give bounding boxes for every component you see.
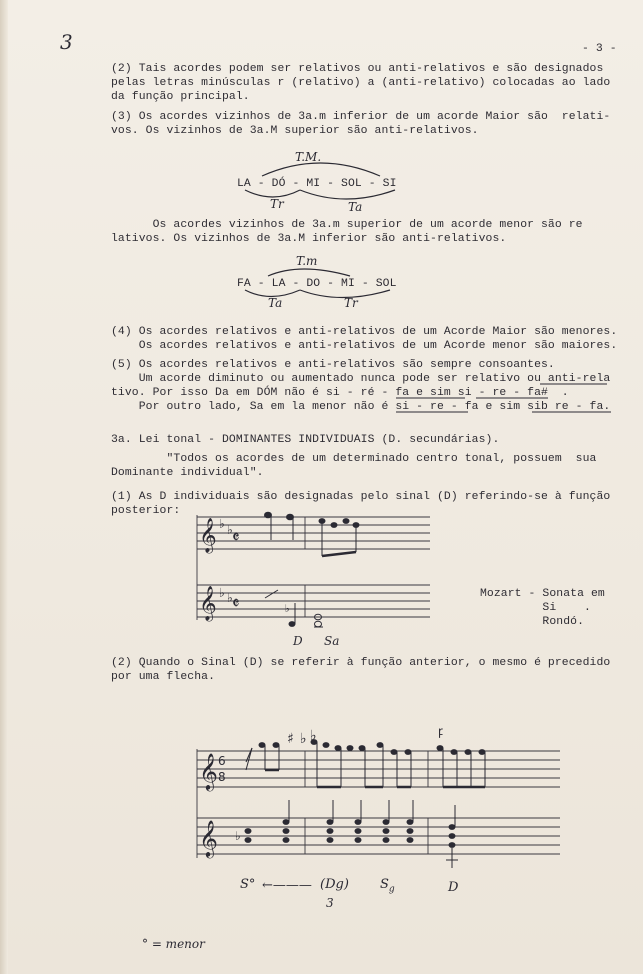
mozart-line-1: Mozart - Sonata em <box>480 588 605 600</box>
ex2-s-label: $S_g$ <box>380 877 395 895</box>
diagram-minor-right: Tr <box>344 296 358 310</box>
ex2-d-label: D <box>448 880 459 895</box>
section-2-line-2: por uma flecha. <box>111 671 216 683</box>
diagram-major-top: T.M. <box>295 150 322 164</box>
corner-number: 3 <box>60 30 73 54</box>
para-2-line-2: pelas letras minúsculas r (relativo) a (anti-relativo) colocadas ao lado <box>111 77 611 89</box>
svg-text:♭: ♭ <box>218 586 226 601</box>
mozart-line-3: Rondó. <box>480 616 585 628</box>
svg-text:♭: ♭ <box>226 523 234 538</box>
ex1-sa-label: Sa <box>324 634 340 648</box>
svg-text:𝄞: 𝄞 <box>199 819 218 857</box>
svg-text:♭: ♭ <box>310 728 317 744</box>
svg-text:8: 8 <box>218 770 226 784</box>
para-3b-line-1: Os acordes vizinhos de 3a.m superior de um acorde menor são re <box>111 219 583 231</box>
svg-text:𝄞: 𝄞 <box>199 586 217 621</box>
para-5-line-1: (5) Os acordes relativos e anti-relativos são sempre consoantes. <box>111 359 555 371</box>
lei-tonal-heading: 3a. Lei tonal - DOMINANTES INDIVIDUAIS (D. secundárias). <box>111 434 500 446</box>
svg-text:6: 6 <box>218 754 226 768</box>
diagram-major-notes: LA - DÓ - MI - SOL - SI <box>237 178 397 190</box>
para-3-line-2: vos. Os vizinhos de 3a.M superior são anti-relativos. <box>111 125 479 137</box>
ex2-dg-label: (Dg) <box>320 877 349 892</box>
svg-text:♯: ♯ <box>287 731 294 747</box>
para-5-line-4: Por outro lado, Sa em la menor não é si - re - fa e sim sib re - fa. <box>111 401 611 413</box>
para-3-line-1: (3) Os acordes vizinhos de 3a.m inferior de um acorde Maior são relati- <box>111 111 611 123</box>
para-2-line-1: (2) Tais acordes podem ser relativos ou anti-relativos e são designados <box>111 63 604 75</box>
ex2-arrow: ←——— <box>262 878 312 893</box>
diagram-major-right: Ta <box>348 200 363 214</box>
svg-text:♭: ♭ <box>235 829 241 843</box>
section-1-line-1: (1) As D individuais são designadas pelo sinal (D) referindo-se à função <box>111 491 611 503</box>
para-5-line-3: tivo. Por isso Da em DÓM não é si - ré - fa e sim si - re - fa# . <box>111 387 569 399</box>
para-5-line-2: Um acorde diminuto ou aumentado nunca pode ser relativo ou anti-rela <box>111 373 611 385</box>
ex2-three-label: 3 <box>326 896 334 910</box>
para-4-line-2: Os acordes relativos e anti-relativos de um Acorde menor são maiores. <box>111 340 618 352</box>
svg-text:♭: ♭ <box>284 604 291 616</box>
svg-text:ꝼ: ꝼ <box>438 724 443 738</box>
svg-text:♭: ♭ <box>226 591 234 606</box>
quote-line-1: "Todos os acordes de um determinado centro tonal, possuem sua <box>111 453 597 465</box>
diagram-minor-top: T.m <box>296 254 318 268</box>
footnote: ° = menor <box>142 937 205 951</box>
svg-text:𝄞: 𝄞 <box>199 752 218 790</box>
para-3b-line-2: lativos. Os vizinhos de 3a.M inferior são anti-relativos. <box>111 233 507 245</box>
diagram-minor-notes: FA - LA - DO - MI - SOL <box>237 278 397 290</box>
svg-text:𝄞: 𝄞 <box>199 518 217 553</box>
section-1-line-2: posterior: <box>111 505 181 517</box>
page-number: - 3 - <box>582 43 617 55</box>
para-4-line-1: (4) Os acordes relativos e anti-relativos de um Acorde Maior são menores. <box>111 326 618 338</box>
ex2-so-label: S° <box>240 877 256 892</box>
svg-text:𝄵: 𝄵 <box>232 596 240 615</box>
ex1-d-label: D <box>293 634 303 648</box>
para-2-line-3: da função principal. <box>111 91 250 103</box>
svg-text:♭: ♭ <box>218 517 226 532</box>
svg-text:♭: ♭ <box>300 731 307 747</box>
diagram-minor-left: Ta <box>268 296 283 310</box>
mozart-line-2: Si . <box>480 602 591 614</box>
quote-line-2: Dominante individual". <box>111 467 264 479</box>
section-2-line-1: (2) Quando o Sinal (D) se referir à função anterior, o mesmo é precedido <box>111 657 611 669</box>
svg-text:𝄵: 𝄵 <box>232 530 240 549</box>
diagram-major-left: Tr <box>270 197 284 211</box>
